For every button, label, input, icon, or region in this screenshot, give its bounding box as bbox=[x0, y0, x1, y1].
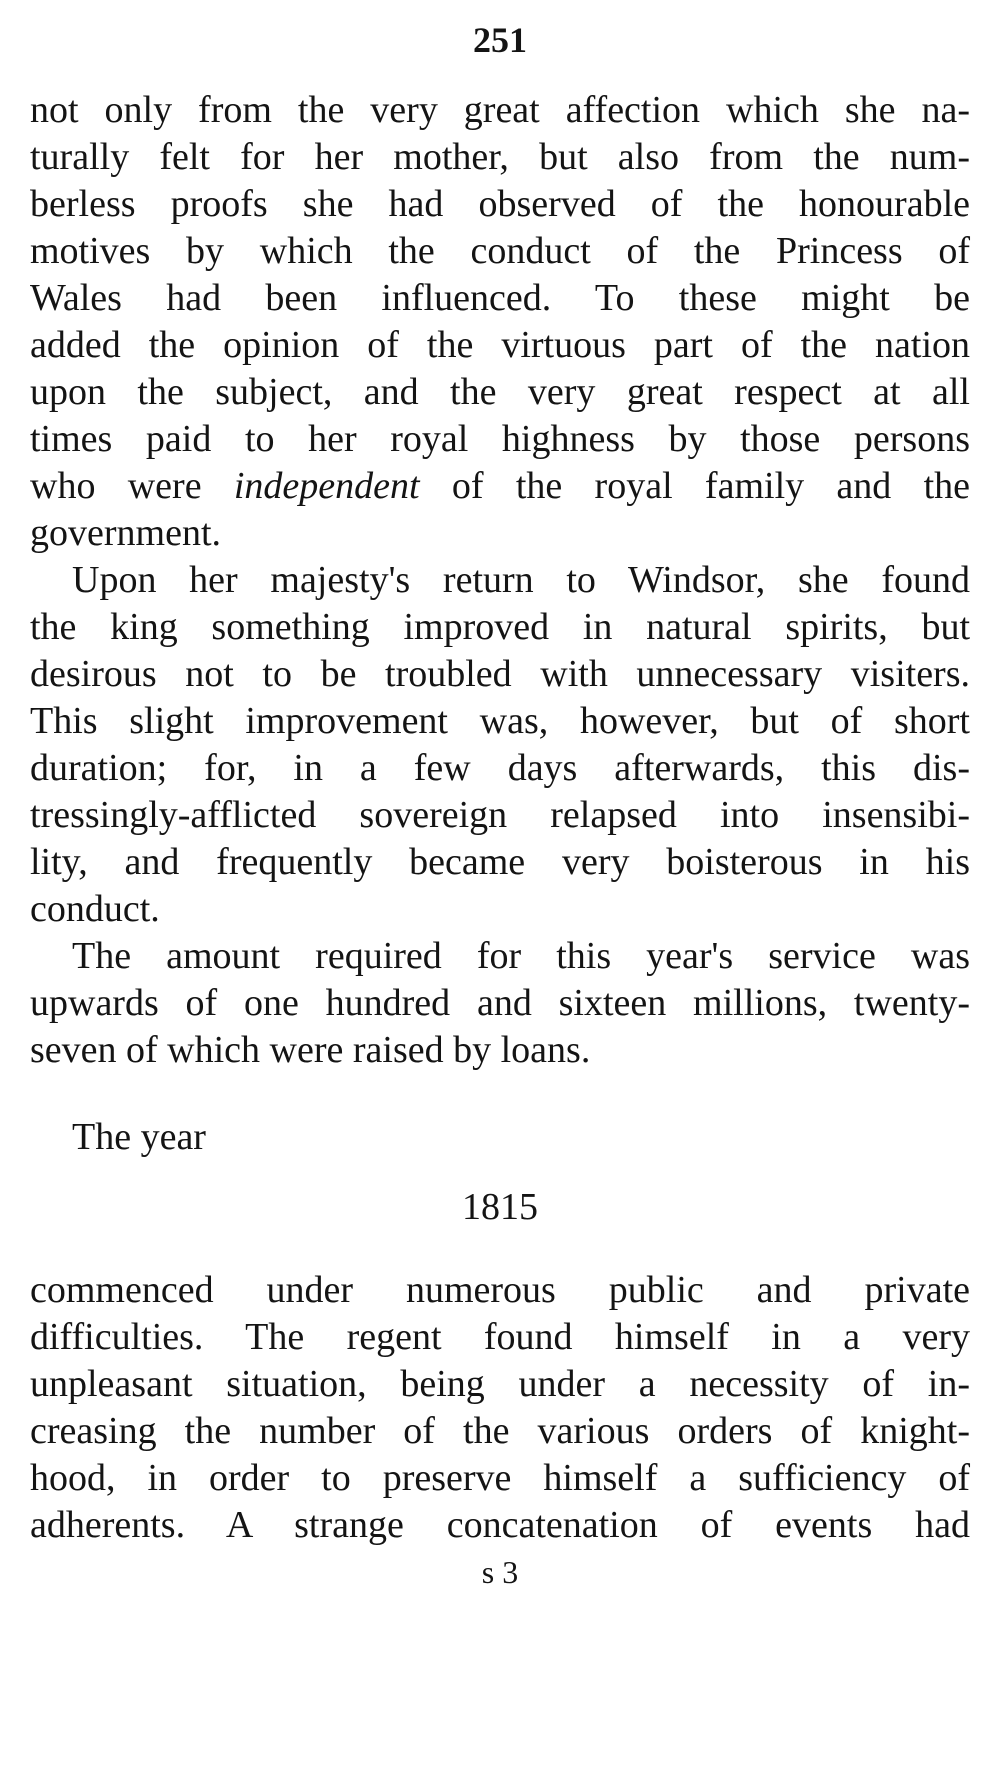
text-line: creasing the number of the various orders of knight- bbox=[30, 1410, 970, 1452]
text-line: lity, and frequently became very boisterous in his bbox=[30, 841, 970, 883]
year-heading: 1815 bbox=[462, 1186, 538, 1228]
text-segment: of the royal family and the bbox=[419, 465, 971, 507]
text-line: berless proofs she had observed of the honourable bbox=[30, 183, 970, 225]
text-line: adherents. A strange concatenation of events had bbox=[30, 1504, 970, 1546]
text-segment: who were bbox=[30, 465, 234, 507]
text-line: turally felt for her mother, but also from the num- bbox=[30, 136, 970, 178]
text-line: unpleasant situation, being under a necessity of in- bbox=[30, 1363, 970, 1405]
text-line: added the opinion of the virtuous part of the nation bbox=[30, 324, 970, 366]
text-line: the king something improved in natural spirits, but bbox=[30, 606, 970, 648]
text-line: upon the subject, and the very great respect at all bbox=[30, 371, 970, 413]
text-line: tressingly-afflicted sovereign relapsed into insensibi- bbox=[30, 794, 970, 836]
text-line: desirous not to be troubled with unnecessary visiters. bbox=[30, 653, 970, 695]
text-line: hood, in order to preserve himself a sufficiency of bbox=[30, 1457, 970, 1499]
text-line: government. bbox=[30, 512, 222, 554]
text-line: times paid to her royal highness by those persons bbox=[30, 418, 970, 460]
italic-word: independent bbox=[233, 465, 420, 507]
text-line: commenced under numerous public and private bbox=[30, 1269, 970, 1311]
text-line: seven of which were raised by loans. bbox=[30, 1029, 591, 1071]
text-line: not only from the very great affection which she na- bbox=[30, 89, 970, 131]
signature-mark: s 3 bbox=[481, 1554, 519, 1590]
text-line: Upon her majesty's return to Windsor, she found bbox=[72, 559, 970, 601]
text-line: upwards of one hundred and sixteen millions, twenty- bbox=[30, 982, 970, 1024]
text-line: motives by which the conduct of the Princess of bbox=[30, 230, 970, 272]
page-number: 251 bbox=[473, 20, 527, 60]
text-line: difficulties. The regent found himself in a very bbox=[30, 1316, 970, 1358]
year-intro: The year bbox=[72, 1116, 206, 1158]
text-line: duration; for, in a few days afterwards, this dis- bbox=[30, 747, 970, 789]
text-line: The amount required for this year's service was bbox=[72, 935, 970, 977]
text-line: conduct. bbox=[30, 888, 160, 930]
text-line: Wales had been influenced. To these might be bbox=[30, 277, 970, 319]
text-line-with-italic bbox=[30, 460, 970, 512]
text-line: This slight improvement was, however, but of short bbox=[30, 700, 970, 742]
